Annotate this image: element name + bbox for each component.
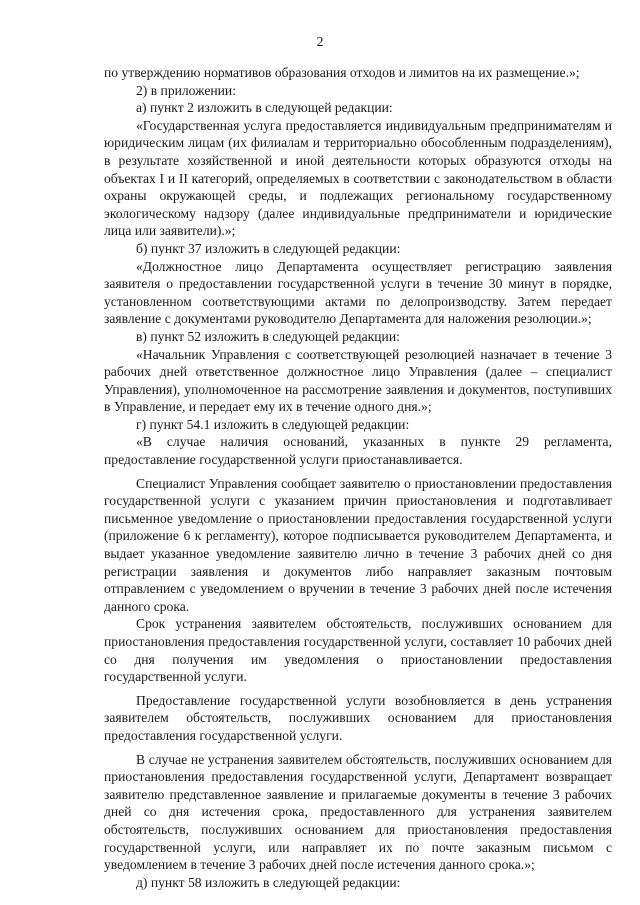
paragraph-non-elimination: В случае не устранения заявителем обстоятельств, послуживших основанием для приостановления предоставления государственной услуги, Департамент возвращает заявителю представленное заявление и прилагаемые документы в течение 3 рабочих дней со дня истечения срока, предоставленного для устранения заявителем обстоятельств, послуживших основанием для приостановления предоставления государственной услуги, или направляет их по почте заказным письмом с уведомлением в течение 3 рабочих дней после истечения данного срока.»; <box>104 751 612 873</box>
paragraph-quote-point-52: «Начальник Управления с соответствующей резолюцией назначает в течение 3 рабочих дней ответственное должностное лицо Управления (далее – специалист Управления), уполномоченное на рассмотрение заявления и документов, поступивших в Управление, и передает ему их в течение одного дня.»; <box>104 346 612 415</box>
page-number: 2 <box>316 35 324 50</box>
paragraph-quote-point-2: «Государственная услуга предоставляется индивидуальным предпринимателям и юридическим лицам (их филиалам и территориально обособленным подразделениям), в результате хозяйственной и иной деятельности которых образуются отходы на объектах I и II категорий, определяемых в соответствии с законодательством в области охраны окружающей среды, и подлежащих региональному государственному экологическому надзору (далее индивидуальные предприниматели и юридические лица или заявители).»; <box>104 117 612 239</box>
paragraph-quote-point-37: «Должностное лицо Департамента осуществляет регистрацию заявления заявителя о предоставлении государственной услуги в течение 30 минут в порядке, установленном соответствующими актами по делопроизводству. Затем передает заявление с документами руководителю Департамента для наложения резолюции.»; <box>104 258 612 327</box>
paragraph-specialist-notice: Специалист Управления сообщает заявителю о приостановлении предоставления государственной услуги с указанием причин приостановления и подготавливает письменное уведомление о приостановлении предоставления государственной услуги (приложение 6 к регламенту), которое подписывается руководителем Департамента, и выдает указанное уведомление заявителю лично в течение 3 рабочих дней со дня регистрации заявления и документов либо направляет заказным почтовым отправлением с уведомлением о вручении в течение 3 рабочих дней после истечения данного срока. <box>104 475 612 614</box>
paragraph-subitem-g: г) пункт 54.1 изложить в следующей редакции: <box>136 416 410 432</box>
paragraph-continuation: по утверждению нормативов образования отходов и лимитов на их размещение.»; <box>104 65 580 80</box>
paragraph-subitem-d: д) пункт 58 изложить в следующей редакции: <box>136 874 401 890</box>
document-body <box>104 64 612 891</box>
paragraph-item-2-appendix: 2) в приложении: <box>136 82 236 98</box>
paragraph-subitem-v: в) пункт 52 изложить в следующей редакции: <box>136 328 400 344</box>
paragraph-subitem-b: б) пункт 37 изложить в следующей редакции: <box>136 240 401 256</box>
paragraph-elimination-term: Срок устранения заявителем обстоятельств, послуживших основанием для приостановления предоставления государственной услуги, составляет 10 рабочих дней со дня получения им уведомления о приостановлении предоставления государственной услуги. <box>104 616 612 685</box>
paragraph-subitem-a: а) пункт 2 изложить в следующей редакции: <box>136 100 393 116</box>
paragraph-resumption: Предоставление государственной услуги возобновляется в день устранения заявителем обстоятельств, послуживших основанием для приостановления предоставления государственной услуги. <box>104 692 612 743</box>
paragraph-quote-point-54-1: «В случае наличия оснований, указанных в пункте 29 регламента, предоставление государственной услуги приостанавливается. <box>104 434 612 468</box>
